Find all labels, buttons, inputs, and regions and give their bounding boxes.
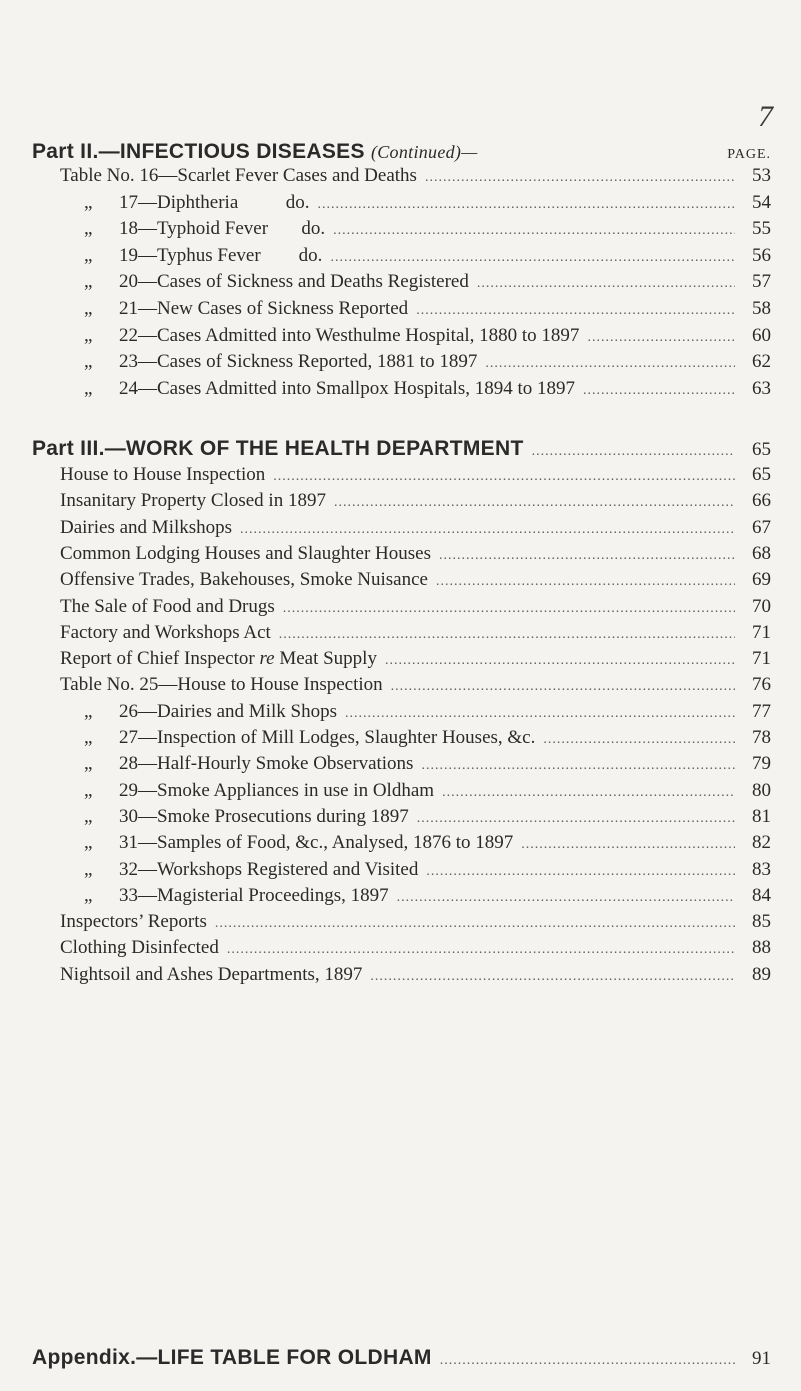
- entry-page: 77: [752, 700, 771, 722]
- ditto-mark: „: [84, 700, 93, 722]
- ditto-mark: „: [84, 298, 93, 319]
- entry-title: Insanitary Property Closed in 1897: [60, 490, 326, 512]
- toc-entry: [60, 911, 771, 937]
- page-column-label: PAGE.: [727, 147, 771, 162]
- ditto-mark: „: [84, 858, 93, 880]
- ditto-mark: „: [84, 244, 93, 266]
- toc-entry: [84, 325, 771, 351]
- entry-title: 24—Cases Admitted into Smallpox Hospitals, 1894 to 1897: [119, 377, 575, 399]
- dot-leader: [587, 330, 735, 346]
- dot-leader: [397, 890, 735, 906]
- entry-title: 22—Cases Admitted into Westhulme Hospital, 1880 to 1897: [119, 324, 580, 346]
- entry-title: 27—Inspection of Mill Lodges, Slaughter Houses, &c.: [119, 727, 536, 748]
- entry-page: 71: [752, 621, 771, 643]
- appendix-heading: [32, 1346, 771, 1374]
- dot-leader: [485, 356, 735, 372]
- entry-page: 79: [752, 753, 771, 775]
- dot-leader: [334, 495, 735, 511]
- dot-leader: [583, 383, 735, 399]
- part3-heading: [32, 437, 771, 465]
- entry-page: 76: [752, 674, 771, 696]
- part3-heading-page: 65: [752, 439, 771, 460]
- toc-entry: [60, 596, 771, 622]
- dot-leader: [240, 522, 735, 538]
- toc-entry: [60, 964, 771, 990]
- toc-entry: [84, 727, 771, 753]
- entry-page: 53: [752, 165, 771, 186]
- ditto-mark: „: [84, 191, 93, 213]
- entry-page: 78: [752, 727, 771, 748]
- entry-page: 66: [752, 490, 771, 512]
- dot-leader: [273, 469, 735, 485]
- entry-page: 69: [752, 569, 771, 591]
- ditto-mark: „: [84, 271, 93, 293]
- toc-entry: [60, 464, 771, 490]
- toc-entry: [84, 271, 771, 297]
- entry-title: 17—Diphtheria do.: [119, 191, 310, 213]
- toc-entry: [84, 806, 771, 832]
- entry-page: 85: [752, 911, 771, 933]
- entry-page: 58: [752, 298, 771, 319]
- entry-title: Offensive Trades, Bakehouses, Smoke Nuisance: [60, 569, 428, 591]
- dot-leader: [279, 627, 735, 643]
- toc-entry: [60, 517, 771, 543]
- dot-leader: [417, 811, 735, 827]
- ditto-mark: „: [84, 753, 93, 775]
- dot-leader: [425, 170, 735, 186]
- dot-leader: [442, 785, 735, 801]
- toc-entry: [60, 543, 771, 569]
- toc-entry: [60, 165, 771, 191]
- entry-page: 55: [752, 218, 771, 240]
- entry-title: 32—Workshops Registered and Visited: [119, 858, 419, 880]
- toc-entry: [60, 937, 771, 963]
- entry-title: —Scarlet Fever Cases and Deaths: [158, 165, 417, 186]
- entry-title: 23—Cases of Sickness Reported, 1881 to 1897: [119, 351, 478, 373]
- entry-title: 29—Smoke Appliances in use in Oldham: [119, 779, 435, 801]
- toc-entry: [84, 859, 771, 885]
- dot-leader: [477, 276, 735, 292]
- part2-heading: [32, 140, 771, 168]
- dot-leader: [333, 223, 735, 239]
- dot-leader: [421, 758, 735, 774]
- ditto-mark: „: [84, 351, 93, 373]
- entry-page: 54: [752, 191, 771, 213]
- dot-leader: [416, 303, 735, 319]
- dot-leader: [385, 653, 735, 669]
- entry-page: 81: [752, 805, 771, 827]
- toc-entry: [84, 753, 771, 779]
- toc-entry: [60, 490, 771, 516]
- entry-page: 88: [752, 937, 771, 959]
- entry-title: Table No. 25—House to House Inspection: [60, 674, 383, 696]
- page-number: 7: [758, 100, 773, 133]
- entry-page: 67: [752, 516, 771, 538]
- ditto-mark: „: [84, 324, 93, 346]
- ditto-mark: „: [84, 727, 93, 748]
- dot-leader: [426, 864, 735, 880]
- entry-title: The Sale of Food and Drugs: [60, 595, 275, 617]
- entry-page: 65: [752, 464, 771, 485]
- toc-entry: [84, 351, 771, 377]
- toc-entry: [84, 298, 771, 324]
- entry-title: House to House Inspection: [60, 464, 266, 485]
- toc-entry: [60, 648, 771, 674]
- toc-entry: [84, 378, 771, 404]
- dot-leader: [436, 574, 735, 590]
- toc-entry: [84, 832, 771, 858]
- toc-entry: [84, 245, 771, 271]
- dot-leader: [439, 548, 735, 564]
- dot-leader: [283, 601, 735, 617]
- entry-title: 26—Dairies and Milk Shops: [119, 700, 337, 722]
- toc-entry: [84, 218, 771, 244]
- entry-page: 68: [752, 542, 771, 564]
- dot-leader: [543, 732, 735, 748]
- dot-leader: [215, 916, 735, 932]
- ditto-mark: „: [84, 779, 93, 801]
- entry-page: 57: [752, 271, 771, 293]
- entry-page: 70: [752, 595, 771, 617]
- dot-leader: [330, 250, 735, 266]
- dot-leader: [391, 679, 735, 695]
- entry-page: 80: [752, 779, 771, 801]
- ditto-mark: „: [84, 832, 93, 854]
- entry-title: Common Lodging Houses and Slaughter Houses: [60, 542, 432, 564]
- entry-title: 33—Magisterial Proceedings, 1897: [119, 884, 389, 906]
- ditto-mark: „: [84, 805, 93, 827]
- entry-title: 19—Typhus Fever do.: [119, 244, 323, 266]
- ditto-mark: „: [84, 377, 93, 399]
- entry-title: 28—Half-Hourly Smoke Observations: [119, 753, 414, 775]
- ditto-mark: „: [84, 218, 93, 240]
- dot-leader: [227, 942, 735, 958]
- entry-page: 60: [752, 324, 771, 346]
- toc-entry: [84, 885, 771, 911]
- dot-leader: [318, 197, 735, 213]
- entry-page: 83: [752, 858, 771, 880]
- entry-page: 82: [752, 832, 771, 854]
- entry-page: 63: [752, 377, 771, 399]
- dot-leader: [370, 969, 735, 985]
- ditto-mark: „: [84, 884, 93, 906]
- part2-heading-text: Part II.—INFECTIOUS DISEASES (Continued)—: [32, 140, 478, 163]
- dot-leader: [345, 706, 735, 722]
- entry-title: Inspectors’ Reports: [60, 911, 207, 933]
- entry-title: 31—Samples of Food, &c., Analysed, 1876 to 1897: [119, 832, 514, 854]
- toc-entry: [84, 780, 771, 806]
- entry-title: Nightsoil and Ashes Departments, 1897: [60, 963, 363, 985]
- entry-title: 20—Cases of Sickness and Deaths Registered: [119, 271, 469, 293]
- entry-page: 56: [752, 244, 771, 266]
- entry-title: Factory and Workshops Act: [60, 621, 271, 643]
- entry-page: 89: [752, 963, 771, 985]
- toc-entry: [84, 192, 771, 218]
- toc-entry: [60, 569, 771, 595]
- entry-page: 62: [752, 351, 771, 373]
- toc-entry: [60, 622, 771, 648]
- entry-title: 30—Smoke Prosecutions during 1897: [119, 805, 409, 827]
- dot-leader: [521, 837, 735, 853]
- entry-title: 21—New Cases of Sickness Reported: [119, 298, 409, 319]
- table-prefix: Table No. 16: [60, 165, 159, 186]
- entry-page: 84: [752, 884, 771, 906]
- toc-entry: [60, 674, 771, 700]
- entry-title: Dairies and Milkshops: [60, 516, 233, 538]
- appendix-page: 91: [752, 1348, 771, 1369]
- entry-title: Report of Chief Inspector re Meat Supply: [60, 648, 377, 670]
- entry-title: Clothing Disinfected: [60, 937, 219, 959]
- entry-title: 18—Typhoid Fever do.: [119, 218, 326, 240]
- entry-page: 71: [752, 648, 771, 670]
- part3-heading-text: Part III.—WORK OF THE HEALTH DEPARTMENT: [32, 437, 524, 460]
- toc-entry: [84, 701, 771, 727]
- appendix-heading-text: Appendix.—LIFE TABLE FOR OLDHAM: [32, 1346, 432, 1369]
